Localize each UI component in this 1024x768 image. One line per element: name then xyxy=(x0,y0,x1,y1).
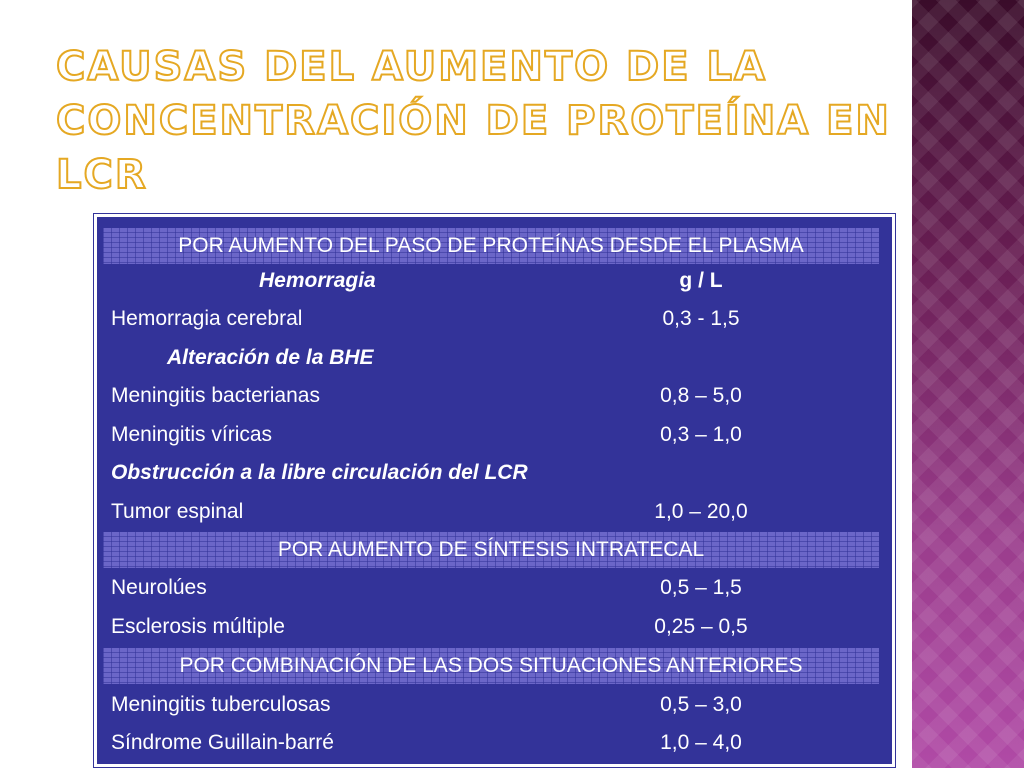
row-label: Neurolúes xyxy=(111,576,207,599)
subheader-hemorragia: Hemorragia xyxy=(259,269,376,292)
row-label: Esclerosis múltiple xyxy=(111,615,285,638)
row-label: Meningitis tuberculosas xyxy=(111,693,331,716)
protein-causes-table xyxy=(94,214,895,767)
row-value: 0,8 – 5,0 xyxy=(660,384,742,407)
row-value: 1,0 – 20,0 xyxy=(654,500,748,523)
table-row xyxy=(111,416,881,454)
row-value: 0,25 – 0,5 xyxy=(654,615,748,638)
table-row xyxy=(111,724,881,762)
table-row xyxy=(111,454,881,492)
row-label: Meningitis víricas xyxy=(111,423,273,446)
row-label: Tumor espinal xyxy=(111,500,244,523)
row-value: 0,5 – 1,5 xyxy=(660,576,742,599)
section-header-plasma: POR AUMENTO DEL PASO DE PROTEÍNAS DESDE EL PLASMA xyxy=(103,228,879,264)
row-value: 0,3 – 1,0 xyxy=(660,423,742,446)
slide-title: CAUSAS DEL AUMENTO DE LA CONCENTRACIÓN DE PROTEÍNA EN LCR xyxy=(56,44,891,198)
row-value: 0,3 - 1,5 xyxy=(662,307,740,330)
row-label: Hemorragia cerebral xyxy=(111,307,303,330)
table-row xyxy=(111,493,881,531)
table-row xyxy=(111,339,881,377)
section-header-combinacion: POR COMBINACIÓN DE LAS DOS SITUACIONES ANTERIORES xyxy=(103,648,879,684)
decorative-side-band xyxy=(912,0,1024,768)
table-row xyxy=(111,608,881,646)
row-value: 0,5 – 3,0 xyxy=(660,693,742,716)
table-row xyxy=(111,569,881,607)
subheader-obstruccion: Obstrucción a la libre circulación del LCR xyxy=(111,461,528,484)
subheader-bhe: Alteración de la BHE xyxy=(167,346,374,369)
unit-header: g / L xyxy=(679,269,723,292)
table-row xyxy=(111,686,881,724)
row-label: Meningitis bacterianas xyxy=(111,384,320,407)
row-label: Síndrome Guillain-barré xyxy=(111,731,334,754)
table-row xyxy=(111,300,881,338)
table-row xyxy=(111,262,881,300)
section-header-sintesis: POR AUMENTO DE SÍNTESIS INTRATECAL xyxy=(103,532,879,568)
table-row xyxy=(111,377,881,415)
row-value: 1,0 – 4,0 xyxy=(660,731,742,754)
